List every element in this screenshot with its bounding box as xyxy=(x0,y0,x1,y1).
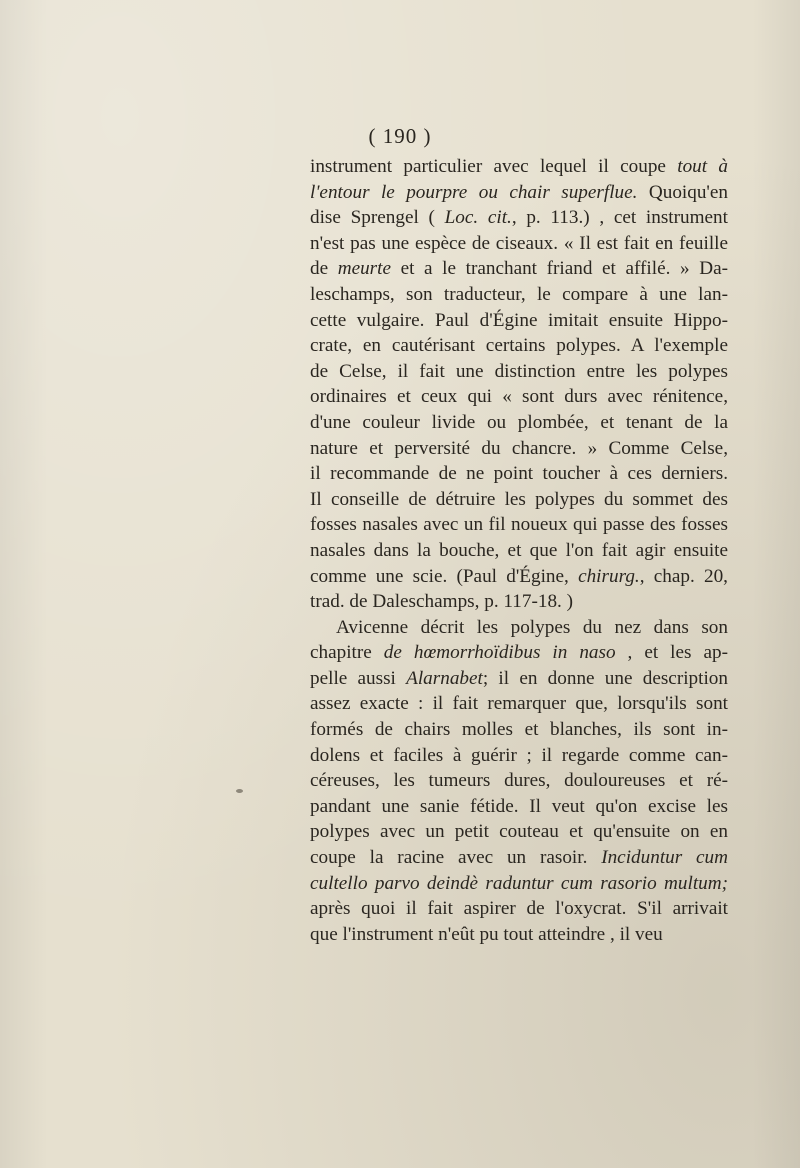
text-run: Inciduntur cum xyxy=(601,847,728,869)
text-run: comme une scie. (Paul d'Égine, xyxy=(310,565,579,587)
text-run: meurte xyxy=(337,258,391,280)
text-run: de hœmorrhoïdibus in naso xyxy=(383,642,616,664)
text-run: instrument particulier avec lequel il coupe xyxy=(310,156,678,177)
text-line xyxy=(310,640,728,666)
text-line xyxy=(310,384,728,410)
text-line xyxy=(310,615,728,641)
text-line xyxy=(310,256,728,282)
text-run: l'entour le pourpre ou chair superflue. xyxy=(310,181,638,203)
text-run: après quoi il fait aspirer de l'oxycrat. S'il arrivait xyxy=(310,898,728,920)
text-run: ordinaires et ceux qui « sont durs avec rénitence, xyxy=(310,386,728,408)
text-run: chirurg. xyxy=(578,565,640,587)
text-line xyxy=(310,743,728,769)
text-line xyxy=(310,794,728,820)
text-run: , p. 113.) , cet instrument xyxy=(511,207,728,229)
text-block xyxy=(310,154,728,947)
text-run: ; il en donne une description xyxy=(482,667,728,689)
text-run: polypes avec un petit couteau et qu'ensuite on en xyxy=(310,821,728,843)
text-run: nature et perversité du chancre. » Comme Celse, xyxy=(310,437,728,459)
text-run: pandant une sanie fétide. Il veut qu'on excise les xyxy=(310,795,728,817)
text-run: de Celse, il fait une distinction entre les polypes xyxy=(310,360,728,382)
text-run: n'est pas une espèce de ciseaux. « Il est fait en feuille xyxy=(310,232,728,254)
text-line xyxy=(310,717,728,743)
text-run: leschamps, son traducteur, le compare à une lan- xyxy=(310,283,728,305)
text-line xyxy=(310,691,728,717)
text-run: Il conseille de détruire les polypes du sommet des xyxy=(310,488,728,510)
text-line xyxy=(310,512,728,538)
text-line xyxy=(310,205,728,231)
text-line xyxy=(310,333,728,359)
ink-speck xyxy=(236,789,243,793)
text-line xyxy=(310,410,728,436)
text-run: Quoiqu'en xyxy=(637,181,728,203)
text-run: Alarnabet xyxy=(406,667,483,689)
text-run: céreuses, les tumeurs dures, douloureuses et ré- xyxy=(310,770,728,792)
text-run: nasales dans la bouche, et que l'on fait agir ensuite xyxy=(310,539,728,561)
text-run: pelle aussi xyxy=(310,667,407,689)
text-line xyxy=(310,154,728,180)
text-line xyxy=(310,282,728,308)
text-line xyxy=(310,538,728,564)
text-run: assez exacte : il fait remarquer que, lorsqu'ils sont xyxy=(310,693,728,715)
text-run: dise Sprengel ( xyxy=(310,207,445,229)
text-run: cultello parvo deindè raduntur cum rasorio multum; xyxy=(310,872,728,894)
text-run: , chap. 20, xyxy=(639,565,728,587)
text-line xyxy=(310,461,728,487)
text-run: crate, en cautérisant certains polypes. A l'exemple xyxy=(310,335,728,357)
page-number: ( 190 ) xyxy=(368,124,432,148)
text-run: formés de chairs molles et blanches, ils sont in- xyxy=(310,719,728,741)
text-line xyxy=(310,436,728,462)
text-line xyxy=(310,922,728,948)
text-run: cette vulgaire. Paul d'Égine imitait ensuite Hippo- xyxy=(310,309,728,331)
text-run: dolens et faciles à guérir ; il regarde comme can- xyxy=(310,744,728,766)
text-line xyxy=(310,308,728,334)
text-line xyxy=(310,564,728,590)
text-run: d'une couleur livide ou plombée, et tenant de la xyxy=(310,411,728,433)
text-run: que l'instrument n'eût pu tout atteindre , il veu xyxy=(310,923,663,945)
text-line xyxy=(310,231,728,257)
text-line xyxy=(310,871,728,897)
text-run: coupe la racine avec un rasoir. xyxy=(310,847,602,869)
text-run: Loc. cit. xyxy=(444,207,512,229)
text-line xyxy=(310,589,728,615)
text-run: , et les ap- xyxy=(615,642,728,664)
text-run: de xyxy=(310,258,338,280)
text-run: Avicenne décrit les polypes du nez dans son xyxy=(336,616,728,638)
text-line xyxy=(310,819,728,845)
text-line xyxy=(310,666,728,692)
text-line xyxy=(310,359,728,385)
text-line xyxy=(310,180,728,206)
text-run: fosses nasales avec un fil noueux qui passe des fosses xyxy=(310,514,728,536)
text-run: trad. de Daleschamps, p. 117-18. ) xyxy=(310,591,574,613)
text-line xyxy=(310,845,728,871)
text-line xyxy=(310,896,728,922)
text-run: chapitre xyxy=(310,642,384,664)
text-line xyxy=(310,487,728,513)
text-line xyxy=(310,768,728,794)
text-run: il recommande de ne point toucher à ces derniers. xyxy=(310,463,728,485)
text-run: tout à xyxy=(677,156,728,177)
text-run: et a le tranchant friand et affilé. » Da- xyxy=(391,258,728,280)
